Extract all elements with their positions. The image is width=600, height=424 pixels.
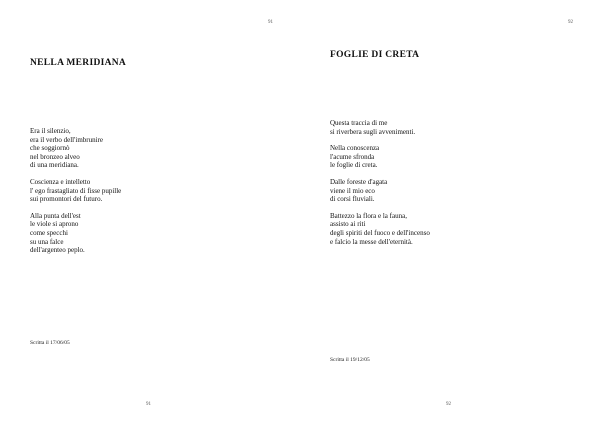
poem-line: l'acume sfronda	[330, 152, 375, 161]
poem-line: degli spiriti del fuoco e dell'incenso	[330, 228, 430, 237]
poem-line: Coscienza e intelletto	[30, 177, 91, 186]
stanza	[30, 127, 121, 170]
poem-line: Battezzo la flora e la fauna,	[330, 211, 407, 220]
poem-line: dell'argenteo peplo.	[30, 246, 85, 255]
stanza	[330, 144, 430, 170]
poem-line: Dalle foreste d'agata	[330, 177, 388, 186]
poem-line: assisto ai riti	[330, 220, 366, 229]
poem-line: e falcio la messe dell'eternità.	[330, 237, 413, 246]
poem-line: che soggiornò	[30, 144, 70, 153]
date-note: Scritta il 17/06/05	[30, 340, 70, 346]
poem-line: viene il mio eco	[330, 186, 375, 195]
poem-line: Era il silenzio,	[30, 127, 71, 135]
stanza	[30, 178, 121, 204]
header-page-number: 91	[268, 20, 273, 25]
poem-line: era il verbo dell'imbrunire	[30, 135, 103, 144]
poem-line: di una meridiana.	[30, 161, 79, 170]
poem-line: nel bronzeo alveo	[30, 152, 80, 161]
poem-line: sui promontori del futuro.	[30, 195, 103, 204]
footer-page-number: 91	[146, 402, 151, 407]
stanza	[330, 119, 430, 136]
poem-line: si riverbera sugli avvenimenti.	[330, 127, 416, 136]
stanza	[330, 178, 430, 204]
poem-body	[30, 127, 121, 263]
poem-line: le foglie di creta.	[330, 161, 378, 170]
right-page	[300, 0, 600, 424]
poem-title: FOGLIE DI CRETA	[330, 50, 420, 60]
poem-line: le viole si aprono	[30, 220, 79, 229]
header-page-number: 92	[568, 20, 573, 25]
poem-line: come specchi	[30, 228, 68, 237]
poem-title: NELLA MERIDIANA	[30, 58, 127, 68]
poem-line: Questa traccia di me	[330, 119, 388, 127]
footer-page-number: 92	[446, 402, 451, 407]
poem-line: Alla punta dell'est	[30, 211, 81, 220]
date-note: Scritta il 19/12/05	[330, 357, 370, 363]
poem-line: Nella conoscenza	[330, 144, 380, 153]
poem-line: di corsi fluviali.	[330, 195, 375, 204]
stanza	[30, 212, 121, 255]
poem-line: su una falce	[30, 237, 64, 246]
poem-body	[330, 119, 430, 254]
stanza	[330, 212, 430, 246]
poem-line: l' ego frastagliato di fisse pupille	[30, 186, 122, 195]
